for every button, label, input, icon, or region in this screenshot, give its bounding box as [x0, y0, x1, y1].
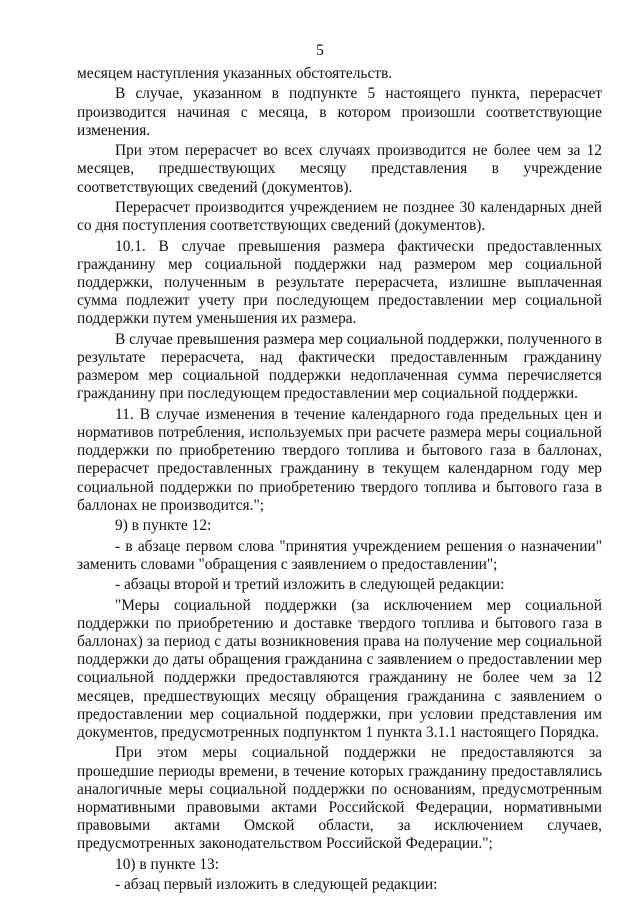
paragraph: При этом меры социальной поддержки не предоставляются за прошедшие периоды времени, в течение которых гражданину предоставлялись аналогичные меры социальной поддержки по основаниям, предусмотренным нормативными правовыми актами Российской Федерации, нормативными правовыми актами Омской области, за исключением случаев, предусмотренных законодательством Российской Федерации."; [77, 744, 602, 853]
paragraph: 10) в пункте 13: [115, 855, 219, 873]
page-number: 5 [316, 42, 324, 59]
paragraph: В случае, указанном в подпункте 5 настоящего пункта, перерасчет производится начиная с месяца, в котором произошли соответствующие изменения. [77, 85, 602, 139]
paragraph: 10.1. В случае превышения размера фактически предоставленных гражданину мер социальной поддержки над размером мер социальной поддержки, полученным в результате перерасчета, излишне выплаченная сумма подлежит учету при последующем предоставлении мер социальной поддержки путем уменьшения их размера. [77, 237, 602, 328]
paragraph: В случае превышения размера мер социальной поддержки, полученного в результате перерасчета, над фактически предоставленным гражданину размером мер социальной поддержки недоплаченная сумма перечисляется гражданину при последующем предоставлении мер социальной поддержки. [77, 330, 602, 403]
paragraph: 11. В случае изменения в течение календарного года предельных цен и нормативов потребления, используемых при расчете размера меры социальной поддержки по приобретению твердого топлива и бытового газа в баллонах, перерасчет предоставленных гражданину в текущем календарном году мер социальной поддержки по приобретению твердого топлива и бытового газа в баллонах не производится."; [77, 405, 602, 514]
paragraph: - в абзаце первом слова "принятия учреждением решения о назначении" заменить словами "обращения с заявлением о предоставлении"; [77, 537, 602, 573]
paragraph: Перерасчет производится учреждением не позднее 30 календарных дней со дня поступления соответствующих сведений (документов). [77, 198, 602, 235]
paragraph: 9) в пункте 12: [115, 517, 212, 535]
paragraph: "Меры социальной поддержки (за исключением мер социальной поддержки по приобретению и доставке твердого топлива и бытового газа в баллонах) за период с даты возникновения права на получение мер социальной поддержки до даты обращения гражданина с заявлением о предоставлении мер социальной поддержки предоставляются гражданину не более чем за 12 месяцев, предшествующих месяцу обращения гражданина с заявлением о предоставлении мер социальной поддержки, при условии представления им документов, предусмотренных подпунктом 1 пункта 3.1.1 настоящего Порядка. [77, 596, 602, 741]
paragraph: При этом перерасчет во всех случаях производится не более чем за 12 месяцев, предшествующих месяцу представления в учреждение соответствующих сведений (документов). [77, 142, 602, 196]
paragraph: месяцем наступления указанных обстоятельств. [77, 65, 393, 82]
document-body [77, 65, 602, 897]
paragraph: - абзацы второй и третий изложить в следующей редакции: [115, 576, 505, 594]
paragraph: - абзац первый изложить в следующей редакции: [115, 876, 438, 894]
